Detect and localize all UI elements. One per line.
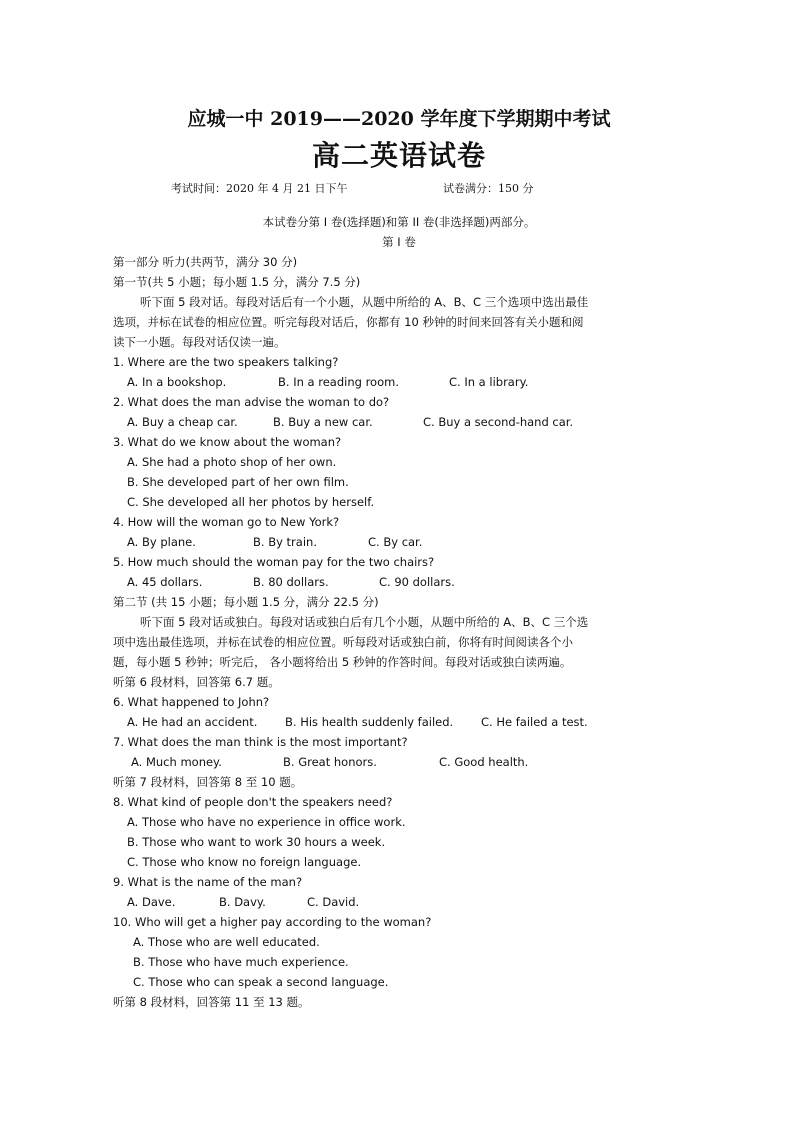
option-b: B. She developed part of her own film. [127,475,349,489]
question-6-stem: 6. What happened to John? [113,695,270,709]
option-b: B. His health suddenly failed. [285,715,454,729]
question-5-options [113,572,685,592]
option-a: A. 45 dollars. [127,575,203,589]
option-c: C. 90 dollars. [379,575,455,589]
material-7-note: 听第 7 段材料，回答第 8 至 10 题。 [113,775,303,789]
question-1-options [113,372,685,392]
material-6-note: 听第 6 段材料，回答第 6.7 题。 [113,675,280,689]
option-c: C. Those who can speak a second language. [133,975,389,989]
option-c: C. He failed a test. [481,715,588,729]
option-a: A. In a bookshop. [127,375,227,389]
section2-title: 第二节 (共 15 小题；每小题 1.5 分，满分 22.5 分) [113,595,379,609]
section2-directions-line: 项中选出最佳选项，并标在试卷的相应位置。听每段对话或独白前，你将有时间阅读各个小 [113,635,573,649]
school-title: 应城一中 2019——2020 学年度下学期期中考试 [187,108,611,130]
option-c: C. David. [307,895,360,909]
exam-content [113,104,685,1012]
question-1-stem: 1. Where are the two speakers talking? [113,355,339,369]
exam-title: 高二英语试卷 [311,139,486,172]
exam-meta [113,178,685,200]
option-b: B. Those who want to work 30 hours a week. [127,835,386,849]
option-b: B. Buy a new car. [273,415,373,429]
question-9-options [113,892,685,912]
question-4-stem: 4. How will the woman go to New York? [113,515,340,529]
option-c: C. She developed all her photos by herself. [127,495,375,509]
question-2-stem: 2. What does the man advise the woman to do? [113,395,390,409]
question-10-stem: 10. Who will get a higher pay according to the woman? [113,915,432,929]
exam-time: 考试时间：2020 年 4 月 21 日下午 [171,182,348,195]
question-9-stem: 9. What is the name of the man? [113,875,303,889]
option-a: A. Dave. [127,895,176,909]
option-c: C. In a library. [449,375,529,389]
question-7-stem: 7. What does the man think is the most important? [113,735,408,749]
option-c: C. Good health. [439,755,529,769]
option-a: A. Much money. [131,755,222,769]
question-5-stem: 5. How much should the woman pay for the two chairs? [113,555,435,569]
question-6-options [113,712,685,732]
option-b: B. Those who have much experience. [133,955,349,969]
question-7-options [113,752,685,772]
option-a: A. She had a photo shop of her own. [127,455,337,469]
option-b: B. 80 dollars. [253,575,329,589]
volume-heading: 第 I 卷 [382,235,416,249]
full-score: 试卷满分：150 分 [443,182,534,195]
option-b: B. Great honors. [283,755,377,769]
section2-directions-line: 听下面 5 段对话或独白。每段对话或独白后有几个小题，从题中所给的 A、B、C 三个选 [140,615,589,629]
option-a: A. Buy a cheap car. [127,415,238,429]
option-a: A. By plane. [127,535,196,549]
option-c: C. By car. [368,535,423,549]
option-a: A. Those who are well educated. [133,935,320,949]
section1-title: 第一节(共 5 小题；每小题 1.5 分，满分 7.5 分) [113,275,361,289]
option-b: B. Davy. [219,895,266,909]
option-a: A. Those who have no experience in office work. [127,815,406,829]
section1-directions-line: 听下面 5 段对话。每段对话后有一个小题，从题中所给的 A、B、C 三个选项中选出最佳 [140,295,589,309]
option-b: B. By train. [253,535,317,549]
part1-title: 第一部分 听力(共两节，满分 30 分) [113,255,298,269]
intro-text: 本试卷分第 I 卷(选择题)和第 II 卷(非选择题)两部分。 [262,215,536,229]
option-c: C. Buy a second-hand car. [423,415,574,429]
option-b: B. In a reading room. [278,375,399,389]
question-2-options [113,412,685,432]
section2-directions-line: 题，每小题 5 秒钟；听完后， 各小题将给出 5 秒钟的作答时间。每段对话或独白读两遍。 [113,655,572,669]
material-8-note: 听第 8 段材料，回答第 11 至 13 题。 [113,995,310,1009]
option-c: C. Those who know no foreign language. [127,855,362,869]
question-3-stem: 3. What do we know about the woman? [113,435,342,449]
section1-directions-line: 选项，并标在试卷的相应位置。听完每段对话后，你都有 10 秒钟的时间来回答有关小题和阅 [113,315,584,329]
option-a: A. He had an accident. [127,715,258,729]
section1-directions-line: 读下一小题。每段对话仅读一遍。 [113,335,286,349]
question-8-stem: 8. What kind of people don't the speakers need? [113,795,393,809]
question-4-options [113,532,685,552]
